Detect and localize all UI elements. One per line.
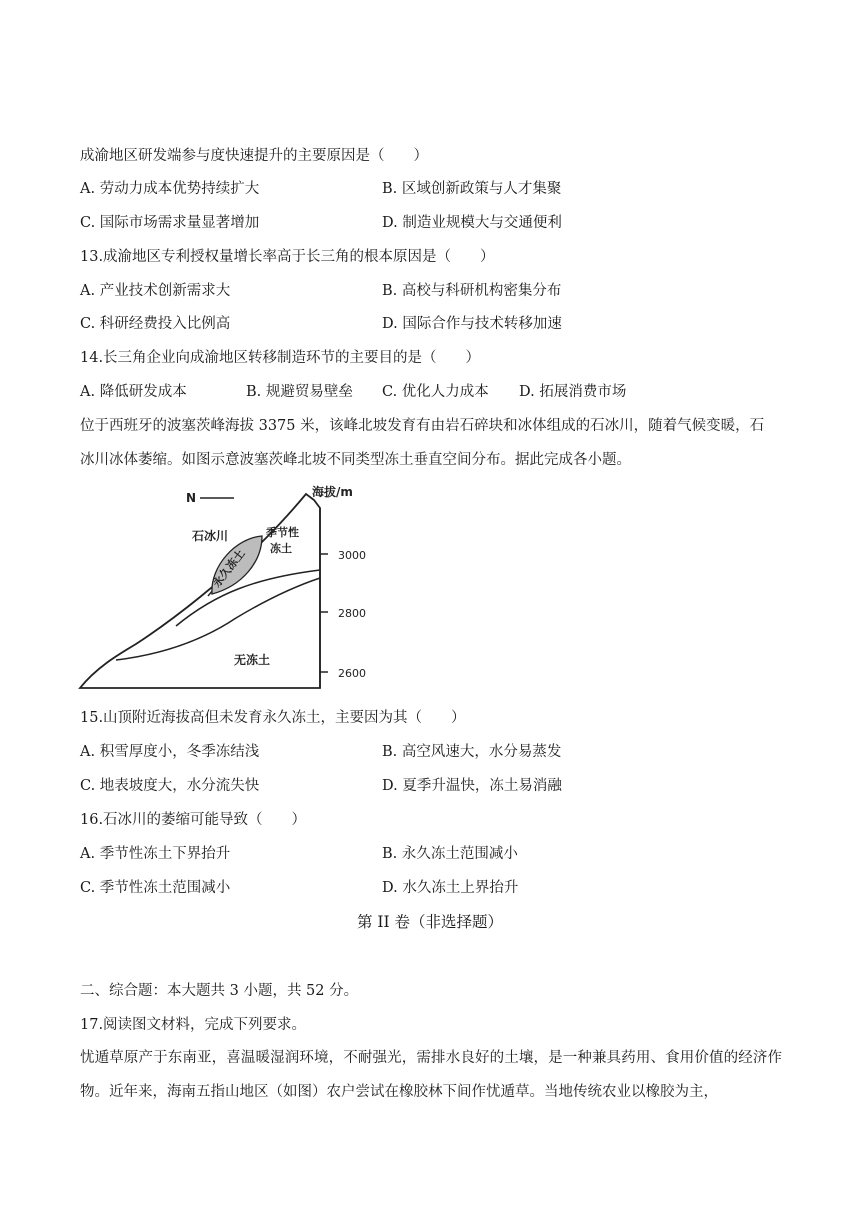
- no-frozen-label: 无冻土: [234, 653, 271, 667]
- q14-option-a: A. 降低研发成本: [80, 384, 187, 400]
- q12-option-b: B. 区域创新政策与人才集聚: [382, 181, 562, 197]
- q13-option-a: A. 产业技术创新需求大: [80, 283, 231, 299]
- q15-option-d: D. 夏季升温快，冻土易消融: [382, 778, 562, 794]
- intro-line-1: 位于西班牙的波塞茨峰海拔 3375 米，该峰北坡发育有由岩石碎块和冰体组成的石冰川，随着气候变暖，石: [80, 418, 765, 434]
- q16-option-c: C. 季节性冻土范围减小: [80, 880, 231, 896]
- q13-stem: 13.成渝地区专利授权量增长率高于长三角的根本原因是（ ）: [80, 249, 495, 265]
- q16-option-a: A. 季节性冻土下界抬升: [80, 846, 231, 862]
- q13-option-b: B. 高校与科研机构密集分布: [382, 283, 562, 299]
- tick-label-2600: 2600: [338, 667, 366, 680]
- q16-stem: 16.石冰川的萎缩可能导致（ ）: [80, 812, 307, 828]
- permafrost-label: 永久冻土: [210, 547, 248, 590]
- q15-stem: 15.山顶附近海拔高但未发育永久冻土，主要因为其（ ）: [80, 710, 466, 726]
- q14-stem: 14.长三角企业向成渝地区转移制造环节的主要目的是（ ）: [80, 350, 481, 366]
- north-label: N: [186, 491, 197, 505]
- q17-stem: 17.阅读图文材料，完成下列要求。: [80, 1017, 307, 1033]
- q12-option-d: D. 制造业规模大与交通便利: [382, 215, 562, 231]
- rock-glacier-label: 石冰川: [192, 529, 229, 543]
- q13-option-d: D. 国际合作与技术转移加速: [382, 316, 562, 332]
- seasonal-label-1: 季节性: [266, 526, 299, 539]
- q12-option-a: A. 劳动力成本优势持续扩大: [80, 181, 260, 197]
- q12-option-c: C. 国际市场需求量显著增加: [80, 215, 260, 231]
- tick-label-3000: 3000: [338, 549, 366, 562]
- q15-option-a: A. 积雪厚度小，冬季冻结浅: [80, 744, 260, 760]
- q15-option-b: B. 高空风速大，水分易蒸发: [382, 744, 562, 760]
- q17-paragraph: 忧遁草原产于东南亚，喜温暖湿润环境，不耐强光，需排水良好的土壤，是一种兼具药用、食用价值的经济作物。近年来，海南五指山地区（如图）农户尝试在橡胶林下间作忧遁草。当地传统农业以橡胶为主，: [80, 1050, 782, 1100]
- q16-option-d: D. 水久冻土上界抬升: [382, 880, 519, 896]
- q14-option-d: D. 拓展消费市场: [519, 384, 627, 400]
- axis-label: 海拔/m: [312, 485, 353, 499]
- q14-option-b: B. 规避贸易壁垒: [246, 384, 353, 400]
- q13-option-c: C. 科研经费投入比例高: [80, 316, 231, 332]
- q14-option-c: C. 优化人力成本: [382, 384, 489, 400]
- q12-stem: 成渝地区研发端参与度快速提升的主要原因是（ ）: [80, 148, 428, 164]
- intro-line-2: 冰川冰体萎缩。如图示意波塞茨峰北坡不同类型冻土垂直空间分布。据此完成各小题。: [80, 452, 631, 468]
- section-header: 二、综合题：本大题共 3 小题，共 52 分。: [80, 983, 359, 999]
- section-title: 第 II 卷（非选择题）: [356, 913, 504, 931]
- mountain-outline: [80, 494, 320, 688]
- q15-option-c: C. 地表坡度大，水分流失快: [80, 778, 260, 794]
- q16-option-b: B. 永久冻土范围减小: [382, 846, 518, 862]
- seasonal-label-2: 冻土: [270, 542, 292, 555]
- permafrost-profile-diagram: [76, 478, 376, 696]
- tick-label-2800: 2800: [338, 607, 366, 620]
